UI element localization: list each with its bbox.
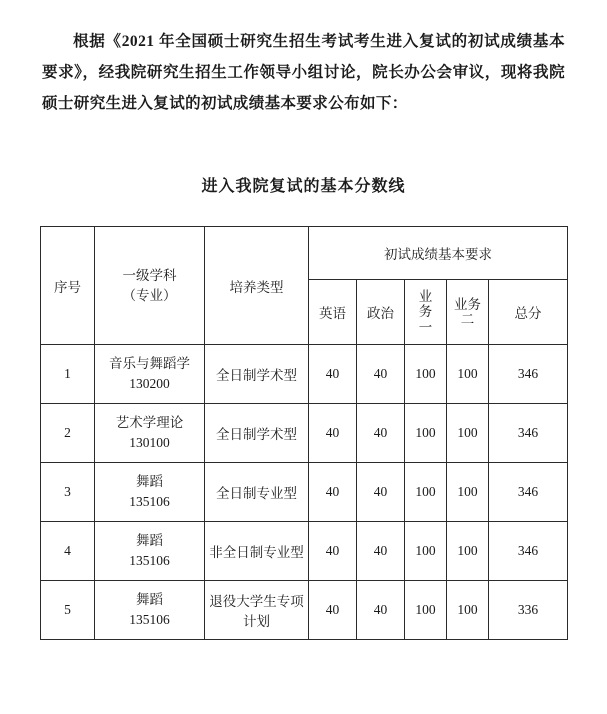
score-table-container [40,226,567,640]
cell-discipline-name: 舞蹈 [136,533,163,549]
cell-total: 346 [489,522,568,581]
cell-train-type: 全日制专业型 [205,463,309,522]
table-row [41,522,568,581]
header-no: 序号 [41,227,95,345]
table-row [41,404,568,463]
cell-business-1: 100 [405,345,447,404]
cell-no: 1 [41,345,95,404]
cell-discipline-code: 135106 [129,494,170,509]
cell-english: 40 [309,581,357,640]
document-page [0,26,607,714]
cell-politics: 40 [357,345,405,404]
header-business-2: 业务 二 [447,280,489,345]
cell-business-2: 100 [447,522,489,581]
header-discipline-line1: 一级学科 [122,267,177,283]
cell-discipline-code: 130200 [129,376,170,391]
cell-no: 2 [41,404,95,463]
cell-business-2: 100 [447,463,489,522]
cell-total: 346 [489,404,568,463]
cell-discipline [95,522,205,581]
cell-train-type: 全日制学术型 [205,404,309,463]
cell-total: 346 [489,463,568,522]
cell-english: 40 [309,522,357,581]
cell-discipline-name: 艺术学理论 [115,415,184,431]
cell-discipline [95,581,205,640]
cell-discipline [95,463,205,522]
cell-discipline [95,404,205,463]
cell-business-2: 100 [447,581,489,640]
section-title: 进入我院复试的基本分数线 [201,178,406,195]
cell-discipline [95,345,205,404]
cell-business-1: 100 [405,581,447,640]
score-table [40,226,568,640]
header-requirement-group: 初试成绩基本要求 [309,227,568,280]
cell-politics: 40 [357,581,405,640]
cell-no: 5 [41,581,95,640]
header-total: 总分 [489,280,568,345]
cell-discipline-code: 135106 [129,553,170,568]
cell-politics: 40 [357,404,405,463]
cell-business-1: 100 [405,404,447,463]
cell-total: 336 [489,581,568,640]
intro-paragraph: 根据《2021 年全国硕士研究生招生考试考生进入复试的初试成绩基本要求》，经我院研究生招生工作领导小组讨论，院长办公会审议，现将我院硕士研究生进入复试的初试成绩基本要求公布如下： [42,33,565,112]
header-train-type: 培养类型 [205,227,309,345]
cell-no: 4 [41,522,95,581]
header-discipline-line2: （专业） [122,287,177,303]
cell-politics: 40 [357,463,405,522]
cell-discipline-name: 舞蹈 [136,474,163,490]
header-english: 英语 [309,280,357,345]
cell-business-1: 100 [405,522,447,581]
cell-discipline-name: 舞蹈 [136,592,163,608]
cell-business-1: 100 [405,463,447,522]
cell-train-type: 全日制学术型 [205,345,309,404]
cell-english: 40 [309,404,357,463]
cell-business-2: 100 [447,345,489,404]
cell-politics: 40 [357,522,405,581]
cell-discipline-code: 135106 [129,612,170,627]
header-politics: 政治 [357,280,405,345]
cell-total: 346 [489,345,568,404]
table-row [41,581,568,640]
cell-discipline-code: 130100 [129,435,170,450]
header-discipline [95,227,205,345]
cell-train-type: 非全日制专业型 [205,522,309,581]
header-business-1: 业 务 一 [405,280,447,345]
cell-english: 40 [309,345,357,404]
cell-english: 40 [309,463,357,522]
cell-discipline-name: 音乐与舞蹈学 [109,356,190,372]
cell-no: 3 [41,463,95,522]
cell-train-type: 退役大学生专项计划 [205,581,309,640]
cell-business-2: 100 [447,404,489,463]
table-header-row-1 [41,227,568,280]
table-row [41,463,568,522]
table-row [41,345,568,404]
